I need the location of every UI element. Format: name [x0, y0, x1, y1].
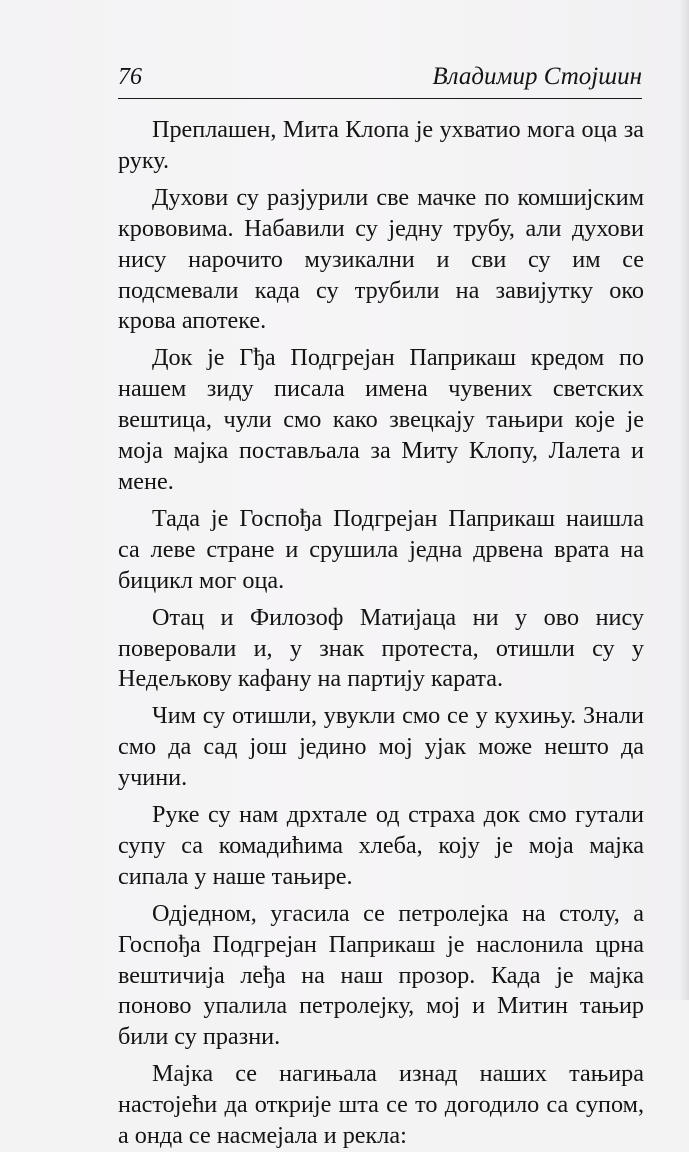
paragraph-9: Мајка се нагињала изнад наших тањира настојећи да открије шта се то догодило са супом, а онда се насмејала и рекла:: [118, 1060, 644, 1150]
paragraph-7: Руке су нам дрхтале од страха док смо гутали супу са комадићима хлеба, коју је моја мајка сипала у наше тањире.: [118, 801, 644, 890]
page-edge-shadow: [679, 0, 689, 1000]
header-author-title: Владимир Стојшин: [432, 63, 642, 90]
paragraph-4: Тада је Госпођа Подгрејан Паприкаш наишла са леве стране и срушила једна дрвена врата на бицикл мог оца.: [118, 504, 644, 594]
body-text: [118, 115, 644, 1152]
paragraph-8: Одједном, угасила се петролејка на столу, а Госпођа Подгрејан Паприкаш је наслонила црна вештичија леђа на наш прозор. Када је мајка поново упалила петролејку, мој и Митин тањир били су празни.: [118, 899, 644, 1051]
page-number: 76: [118, 64, 142, 90]
paragraph-6: Чим су отишли, увукли смо се у кухињу. Знали смо да сад још једино мој ујак може нешто да учини.: [118, 702, 644, 792]
paragraph-2: Духови су разјурили све мачке по комшијским крововима. Набавили су једну трубу, али духови нису нарочито музикални и сви су им се подсмевали када су трубили на завијутку око крова апотеке.: [118, 183, 644, 335]
paragraph-3: Док је Гђа Подгрејан Паприкаш кредом по нашем зиду писала имена чувених светских вештица, чули смо како звецкају тањири које је моја мајка постављала за Миту Клопу, Лалета и мене.: [118, 344, 644, 495]
paragraph-1: Преплашен, Мита Клопа је ухватио мога оца за руку.: [118, 116, 644, 174]
running-header: [118, 60, 642, 99]
paragraph-5: Отац и Филозоф Матијаца ни у ово нису поверовали и, у знак протеста, отишли су у Недељкову кафану на партију карата.: [118, 603, 644, 693]
